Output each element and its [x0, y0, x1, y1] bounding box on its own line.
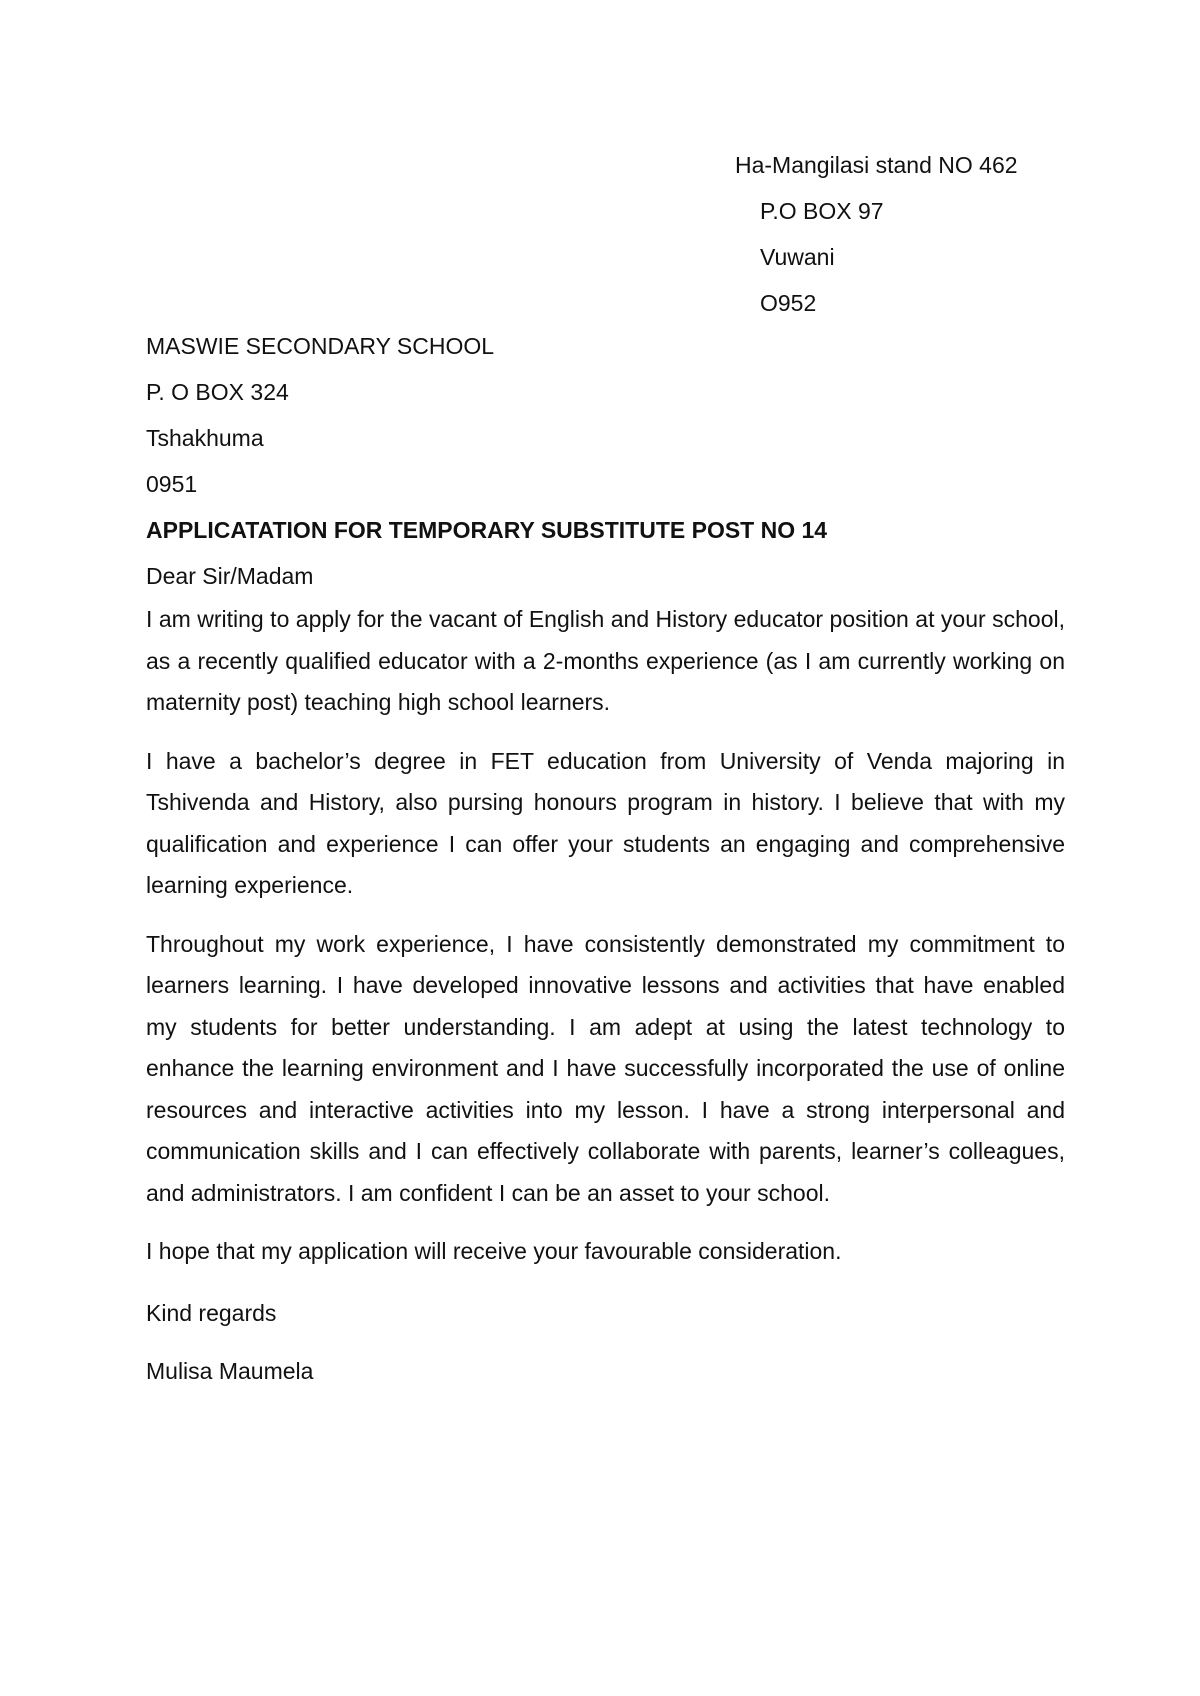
body-paragraph-3: Throughout my work experience, I have consistently demonstrated my commitment to learners learning. I have developed innovative lessons and activities that have enabled my students for better understanding. I am adept at using the latest technology to enhance the learning environment and I have successfully incorporated the use of online resources and interactive activities into my lesson. I have a strong interpersonal and communication skills and I can effectively collaborate with parents, learner’s colleagues, and administrators. I am confident I can be an asset to your school. [146, 930, 1065, 1206]
sender-address [735, 142, 1018, 326]
body-paragraph-4: I hope that my application will receive your favourable consideration. [146, 1238, 842, 1264]
body-paragraph-1: I am writing to apply for the vacant of English and History educator position at your school, as a recently qualified educator with a 2-months experience (as I am currently working on maternity post) teaching high school learners. [146, 606, 1065, 715]
recipient-address-line-1: MASWIE SECONDARY SCHOOL [146, 333, 495, 359]
recipient-address [146, 323, 1065, 507]
closing: Kind regards [146, 1299, 277, 1326]
salutation: Dear Sir/Madam [146, 563, 314, 589]
sender-address-line-1: Ha-Mangilasi stand NO 462 [735, 152, 1018, 178]
sender-address-line-4: O952 [760, 290, 817, 316]
recipient-address-line-3: Tshakhuma [146, 425, 264, 451]
letter-subject: APPLICATATION FOR TEMPORARY SUBSTITUTE POST NO 14 [146, 517, 828, 543]
sender-address-line-2: P.O BOX 97 [760, 198, 884, 224]
recipient-address-line-4: 0951 [146, 471, 198, 497]
body-paragraph-2: I have a bachelor’s degree in FET education from University of Venda majoring in Tshivenda and History, also pursing honours program in history. I believe that with my qualification and experience I can offer your students an engaging and comprehensive learning experience. [146, 747, 1065, 898]
signature-name: Mulisa Maumela [146, 1357, 314, 1384]
sender-address-line-3: Vuwani [760, 244, 835, 270]
recipient-address-line-2: P. O BOX 324 [146, 379, 289, 405]
letter-content [146, 323, 1065, 1394]
